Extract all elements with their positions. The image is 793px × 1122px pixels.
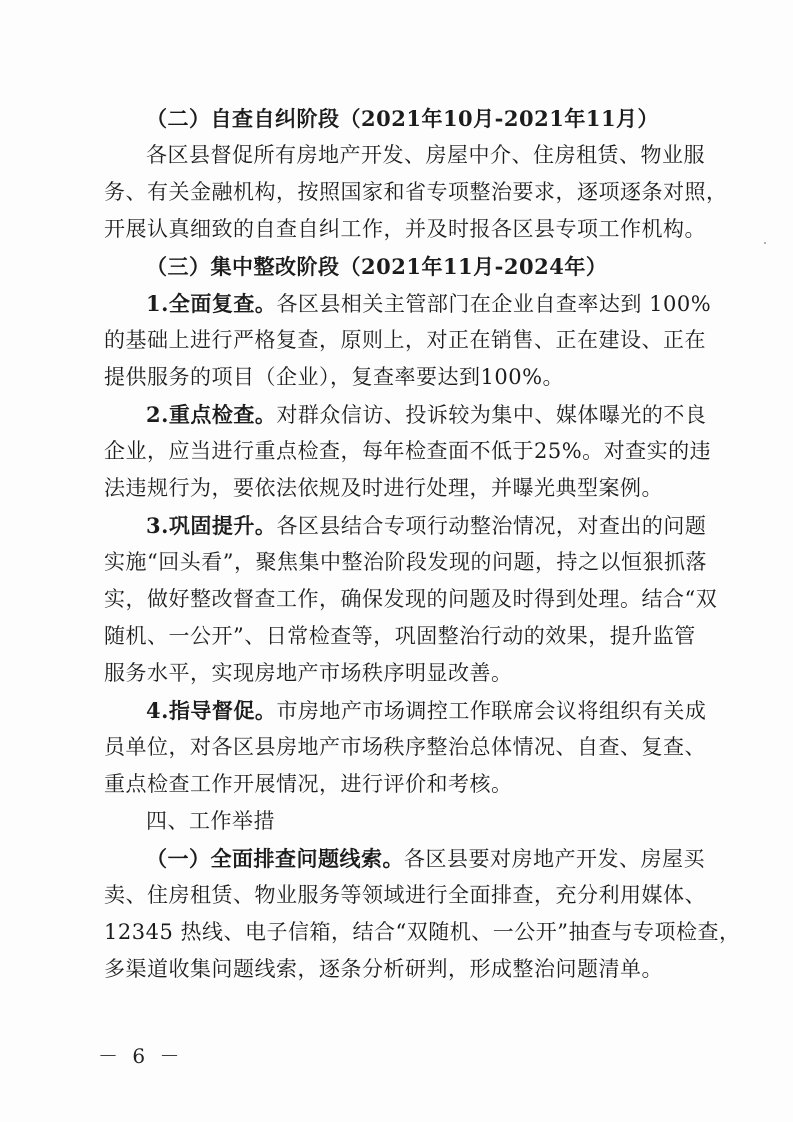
paragraph-line: 服务水平，实现房地产市场秩序明显改善。: [104, 661, 513, 685]
item3-title: 3.巩固提升。: [146, 513, 277, 538]
item1-text: 各区县相关主管部门在企业自查率达到 100%: [276, 292, 712, 316]
paragraph-line: 企业，应当进行重点检查，每年检查面不低于25%。对查实的违: [104, 439, 712, 463]
part4-heading: 四、工作举措: [146, 809, 275, 833]
page-number: － 6 －: [98, 1044, 184, 1068]
item1-title: 1.全面复查。: [146, 291, 277, 316]
paragraph-line: 卖、住房租赁、物业服务等领域进行全面排查，充分利用媒体、: [104, 883, 706, 907]
paragraph-line: 实，做好整改督查工作，确保发现的问题及时得到处理。结合“双: [104, 587, 718, 611]
paragraph-line: 实施“回头看”，聚焦集中整治阶段发现的问题，持之以恒狠抓落: [104, 550, 707, 574]
paragraph-line: 的基础上进行严格复查，原则上，对正在销售、正在建设、正在: [104, 328, 706, 352]
item2-title: 2.重点检查。: [146, 402, 277, 427]
item4-title: 4.指导督促。: [146, 698, 277, 723]
item3-first-line: [104, 507, 707, 544]
paragraph-line: 提供服务的项目（企业），复查率要达到100%。: [104, 365, 565, 389]
measure1-text: 各区县要对房地产开发、房屋买: [404, 847, 705, 871]
paragraph-line: 务、有关金融机构，按照国家和省专项整治要求，逐项逐条对照，: [104, 180, 728, 204]
item3-text: 各区县结合专项行动整治情况，对查出的问题: [276, 514, 707, 538]
section2-heading: （二）自查自纠阶段（2021年10月-2021年11月）: [146, 106, 660, 131]
measure1-title: （一）全面排查问题线索。: [146, 846, 404, 871]
measure1-first-line: [104, 840, 705, 877]
paragraph-line: 12345 热线、电子信箱，结合“双随机、一公开”抽查与专项检查，: [104, 920, 741, 944]
paragraph-line: 重点检查工作开展情况，进行评价和考核。: [104, 772, 513, 796]
item2-text: 对群众信访、投诉较为集中、媒体曝光的不良: [276, 403, 707, 427]
paragraph-line: 各区县督促所有房地产开发、房屋中介、住房租赁、物业服: [146, 143, 705, 167]
paragraph-line: 随机、一公开”、日常检查等，巩固整治行动的效果，提升监管: [104, 624, 696, 648]
document-body: [104, 100, 741, 988]
item4-first-line: [104, 692, 707, 729]
item2-first-line: [104, 396, 707, 433]
item4-text: 市房地产市场调控工作联席会议将组织有关成: [276, 699, 707, 723]
paragraph-line: 法违规行为，要依法依规及时进行处理，并曝光典型案例。: [104, 476, 663, 500]
scan-speck: [764, 242, 766, 244]
paragraph-line: 开展认真细致的自查自纠工作，并及时报各区县专项工作机构。: [104, 217, 706, 241]
paragraph-line: 员单位，对各区县房地产市场秩序整治总体情况、自查、复查、: [104, 735, 706, 759]
paragraph-line: 多渠道收集问题线索，逐条分析研判，形成整治问题清单。: [104, 957, 663, 981]
section3-heading: （三）集中整改阶段（2021年11月-2024年）: [146, 254, 608, 279]
item1-first-line: [104, 285, 712, 322]
